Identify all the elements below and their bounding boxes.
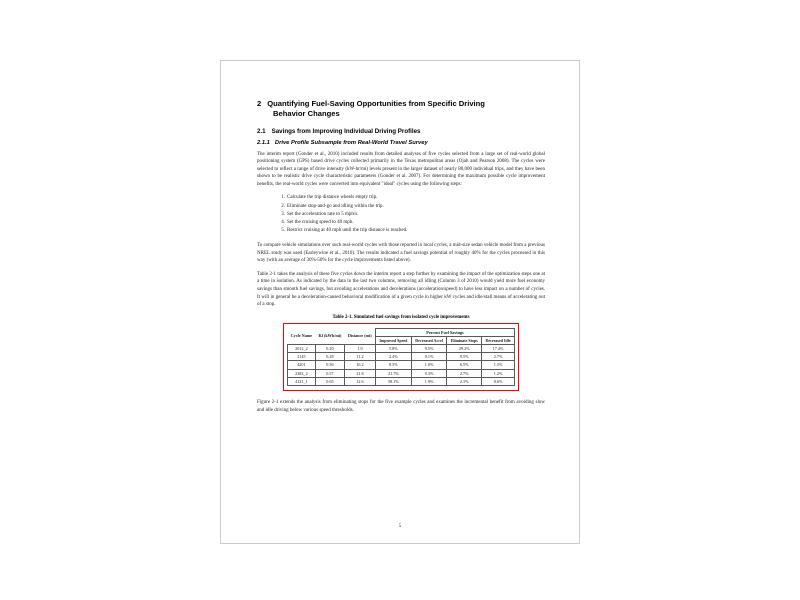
paragraph-simulation: To compare vehicle simulations over such real-world cycles with those reported in local cycles, a mid-size sedan vehicle model from a previous NREL study was used (Earleywine et al., 2010). The results indicated a fuel savings potential of roughly 40% for the cycles processed in this way (with an average of 30%-50% for the cycle improvements listed above). xyxy=(257,242,545,264)
section-title-line1: Quantifying Fuel-Saving Opportunities from Specific Driving xyxy=(267,99,485,108)
cell-improved-speed: 21.7% xyxy=(375,369,411,377)
table-highlight-box xyxy=(283,323,519,392)
cell-improved-speed: 58.1% xyxy=(375,377,411,385)
table-header-group-row xyxy=(288,328,515,336)
subsection-number: 2.1 xyxy=(257,127,266,135)
steps-list xyxy=(257,194,545,234)
table-row xyxy=(288,369,515,377)
header-cycle-name: Cycle Name xyxy=(290,333,313,339)
cell-decreased-accel: 1.0% xyxy=(411,361,446,369)
cell-ki: 0.65 xyxy=(315,377,344,385)
cell-decreased-idle: 2.7% xyxy=(482,353,515,361)
table-row xyxy=(288,377,515,385)
cell-cycle-name: 2012_2 xyxy=(288,344,316,352)
list-item: Restrict cruising at 40 mph until the trip distance is reached. xyxy=(287,227,408,233)
cell-eliminate-stops: 2.1% xyxy=(447,377,482,385)
paragraph-analysis: Table 2-1 takes the analysis of these five cycles down the interim report a step further by examining the impact of the optimization steps one at a time in isolation. As indicated by the data in the last two columns, removing all idling (Column 3 of 2010) would yield more fuel economy savings than smooth fuel savings, but avoiding accelerations and decelerations (acceleration/speed) to have less impact on a number of cycles. It will in general be a deceleration-caused behavioral modification of a given cycle in higher kW cycles and idle/stall means of accelerating out of a stop. xyxy=(257,271,545,308)
cell-decreased-idle: 0.6% xyxy=(482,377,515,385)
document-page xyxy=(220,60,580,544)
section-heading-2 xyxy=(257,128,545,135)
subsection-title: Savings from Improving Individual Driving Profiles xyxy=(271,127,421,135)
section-heading-1 xyxy=(257,99,545,120)
list-item: Calculate the trip distance wheels empty trip. xyxy=(287,195,378,201)
table-row xyxy=(288,344,515,352)
cell-decreased-accel: 9.5% xyxy=(411,344,446,352)
fuel-savings-table xyxy=(287,328,515,387)
list-item: Set the acceleration rate to 5 mph/s. xyxy=(287,211,359,217)
list-item: Eliminate stop-and-go and idling within the trip. xyxy=(287,203,384,209)
cell-eliminate-stops: 9.5% xyxy=(447,353,482,361)
header-percent-fuel-savings: Percent Fuel Savings xyxy=(375,328,514,336)
cell-ki: 0.28 xyxy=(315,353,344,361)
cell-distance: 16.2 xyxy=(345,361,376,369)
table-caption: Table 2-1. Simulated fuel savings from isolated cycle improvements xyxy=(332,314,470,320)
paragraph-intro: The interim report (Gonder et al., 2010) included results from detailed analyses of five cycles selected from a large set of real-world global positioning system (GPS) based drive cycles collected primarily in the Texas metropolitan areas (Ojah and Pearson 2008). The cycles were selected to reflect a range of drive intensity (kW-hr/mi) levels present in the larger dataset of nearly 80,000 individual trips, and they have been shown to be realistic drive cycle characteristic parameters (Gonder et al. 2007). For determining the maximum possible cycle improvement benefits, the real-world cycles were converted into equivalent "ideal" cycles using the following steps: xyxy=(257,151,545,187)
cell-cycle-name: 4121_1 xyxy=(288,377,316,385)
cell-decreased-idle: 1.5% xyxy=(482,361,515,369)
cell-ki: 0.20 xyxy=(315,344,344,352)
list-item: Set the cruising speed to 40 mph. xyxy=(287,219,354,225)
table-row xyxy=(288,353,515,361)
cell-decreased-idle: 17.4% xyxy=(482,344,515,352)
cell-eliminate-stops: 6.5% xyxy=(447,361,482,369)
cell-decreased-accel: 0.1% xyxy=(411,353,446,361)
header-decreased-accel: Decreased Accel xyxy=(411,336,446,344)
header-distance: Distance (mi) xyxy=(347,333,372,339)
cell-improved-speed: 2.4% xyxy=(375,353,411,361)
subsubsection-number: 2.1.1 xyxy=(257,139,270,146)
subsubsection-title: Drive Profile Subsample from Real-World Travel Survey xyxy=(274,139,428,146)
cell-eliminate-stops: 2.7% xyxy=(447,369,482,377)
header-improved-speed: Improved Speed xyxy=(375,336,411,344)
section-number: 2 xyxy=(257,99,262,108)
cell-decreased-idle: 1.2% xyxy=(482,369,515,377)
cell-decreased-accel: 0.3% xyxy=(411,369,446,377)
section-heading-3 xyxy=(257,140,545,146)
cell-cycle-name: 4201 xyxy=(288,361,316,369)
page-number: 5 xyxy=(398,524,402,529)
paragraph-closing: Figure 2-1 extends the analysis from eliminating stops for the five example cycles and examines the incremental benefit from avoiding slow and idle driving below various speed thresholds. xyxy=(257,400,545,413)
cell-distance: 11.2 xyxy=(345,353,376,361)
cell-cycle-name: 2145 xyxy=(288,353,316,361)
header-decreased-idle: Decreased Idle xyxy=(482,336,515,344)
cell-eliminate-stops: 29.2% xyxy=(447,344,482,352)
page-content xyxy=(257,99,545,519)
cell-decreased-accel: 1.9% xyxy=(411,377,446,385)
section-title-line2: Behavior Changes xyxy=(273,109,340,119)
table-row xyxy=(288,361,515,369)
cell-distance: 21.8 xyxy=(345,369,376,377)
cell-cycle-name: 2382_2 xyxy=(288,369,316,377)
cell-ki: 0.57 xyxy=(315,369,344,377)
cell-improved-speed: 8.5% xyxy=(375,361,411,369)
header-ki: Kl (kWh/mi) xyxy=(318,333,342,339)
cell-distance: 12.6 xyxy=(345,377,376,385)
cell-distance: 1.9 xyxy=(345,344,376,352)
header-eliminate-stops: Eliminate Stops xyxy=(447,336,482,344)
cell-improved-speed: 5.8% xyxy=(375,344,411,352)
cell-ki: 0.36 xyxy=(315,361,344,369)
